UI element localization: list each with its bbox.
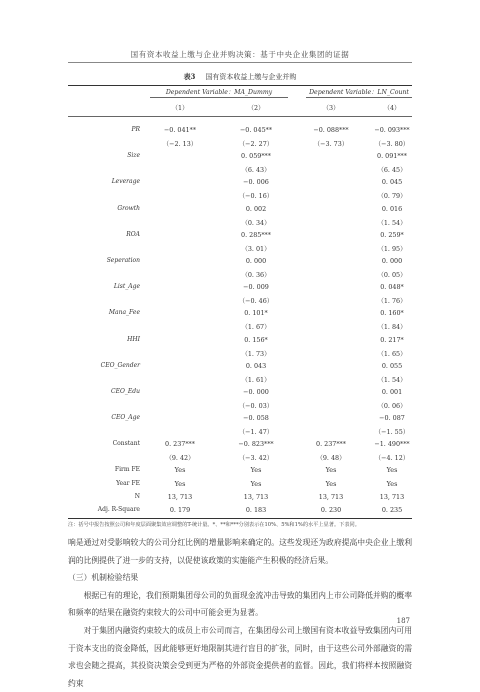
table-cell: （9. 48） <box>316 454 346 463</box>
row-label: List_Age <box>113 283 140 291</box>
table-row <box>68 281 412 294</box>
row-label: CEO_Gender <box>100 361 140 369</box>
section-heading: （三）机制检验结果 <box>68 573 139 583</box>
table-cell: （−4. 12） <box>374 454 410 463</box>
table-cell: −0. 093*** <box>374 126 410 134</box>
table-cell: −0. 045** <box>239 126 273 134</box>
row-label: HHI <box>127 335 140 343</box>
table-row <box>68 124 412 137</box>
table-cell: 0. 160* <box>380 309 404 318</box>
table-cell: 0. 043 <box>245 361 267 370</box>
table-cell: （−0. 46） <box>238 297 274 306</box>
table-row <box>68 438 412 451</box>
column-number: （2） <box>247 104 265 112</box>
table-cell: −1. 490*** <box>374 440 410 449</box>
table-cell: Yes <box>250 479 262 488</box>
table-cell: （1. 67） <box>241 323 271 332</box>
table-cell: （0. 06） <box>377 401 407 410</box>
table-row <box>68 307 412 320</box>
table-cell: 0. 016 <box>381 204 403 213</box>
table-cell: −0. 041** <box>163 126 197 134</box>
table-cell: （1. 95） <box>377 244 407 253</box>
table-cell: 0. 259* <box>380 230 404 239</box>
table-row <box>68 360 412 373</box>
table-cell: Yes <box>250 466 262 475</box>
table-cell: （1. 54） <box>377 375 407 384</box>
table-row <box>68 491 412 504</box>
header-rule <box>68 62 412 63</box>
row-label: Firm FE <box>114 466 140 474</box>
table-header-rule <box>68 116 412 117</box>
table-row <box>68 373 412 386</box>
table-row <box>68 386 412 399</box>
group-header-ln-count: Dependent Variable：LN_Count <box>309 89 409 96</box>
table-cell: （3. 01） <box>241 244 271 253</box>
table-row <box>68 203 412 216</box>
table-cell: （6. 45） <box>377 166 407 175</box>
table-cell: −0. 823*** <box>238 440 274 449</box>
table-row <box>68 399 412 412</box>
table-cell: −0. 009 <box>243 283 269 292</box>
paragraph: 对于集团内融资约束较大的成员上市公司而言，在集团母公司上缴国有资本收益导致集团内可用于资本支出的资金降低，因此能够更好地限制其进行盲目的扩张，同时，由于这些公司外部融资的需求也会随之提高，其投资决策会受到更为严格的外部资金提供者的监督。因此，我们将样本按照融资约束 <box>68 625 412 688</box>
table-row <box>68 163 412 176</box>
table-cell: 0. 048* <box>380 283 404 292</box>
row-label: PR <box>131 126 140 133</box>
table-row <box>68 425 412 438</box>
table-cell: （−3. 80） <box>374 140 410 149</box>
table-cell: −0. 087 <box>379 414 405 423</box>
table-row <box>68 504 412 517</box>
row-label: Year FE <box>116 479 140 487</box>
row-label: Seperation <box>106 256 140 264</box>
table-cell: （−2. 27） <box>238 140 274 149</box>
table-cell: 0. 091*** <box>377 152 407 161</box>
table-cell: 0. 235 <box>381 505 403 514</box>
table-top-rule <box>68 85 412 86</box>
table-row <box>68 320 412 333</box>
table-cell: （1. 54） <box>377 218 407 227</box>
table-cell: 0. 156* <box>244 335 268 344</box>
table-row <box>68 347 412 360</box>
table-cell: （1. 76） <box>377 297 407 306</box>
table-cell: Yes <box>174 466 186 475</box>
table-cell: 0. 001 <box>381 387 403 396</box>
table-row <box>68 451 412 464</box>
row-label: Adj. R-Square <box>97 505 140 513</box>
table-cell: （9. 42） <box>165 454 195 463</box>
table-cell: 0. 217* <box>380 335 404 344</box>
table-number: 表3 <box>183 72 196 81</box>
table-cell: （1. 65） <box>377 349 407 358</box>
table-cell: 0. 000 <box>245 256 267 265</box>
paragraph-continuation: 响是通过对受影响较大的公司分红比例的增量影响来确定的。这些发现还为政府提高中央企业上缴利润的比例提供了进一步的支持，以促使该政策的实施能产生积极的经济后果。 <box>68 538 412 565</box>
row-label: Mana_Fee <box>108 309 140 317</box>
table-cell: 13, 713 <box>243 492 269 501</box>
table-cell: （−1. 55） <box>374 428 410 437</box>
table-cell: 0. 237*** <box>316 440 346 449</box>
table-row <box>68 294 412 307</box>
group-underline-ma-dummy <box>150 97 288 98</box>
table-cell: （−1. 47） <box>238 428 274 437</box>
row-label: Leverage <box>111 178 140 186</box>
table-row <box>68 229 412 242</box>
table-cell: 0. 101* <box>244 309 268 318</box>
row-label: CEO_Edu <box>111 387 140 395</box>
table-cell: 0. 237*** <box>165 440 195 449</box>
table-row <box>68 334 412 347</box>
table-cell: Yes <box>325 479 337 488</box>
group-underline-ln-count <box>306 97 412 98</box>
table-cell: （1. 73） <box>241 349 271 358</box>
running-header: 国有资本收益上缴与企业并购决策：基于中央企业集团的证据 <box>130 50 350 59</box>
table-cell: 0. 002 <box>245 204 267 213</box>
table-row <box>68 242 412 255</box>
table-row <box>68 137 412 150</box>
table-note: 注：括号中报告按照公司和年度层面聚集效应调整的T-统计量。*、**和***分别表示在10%、5%和1%的水平上显著。下表同。 <box>68 522 360 528</box>
table-cell: Yes <box>386 466 398 475</box>
row-label: N <box>134 492 140 500</box>
table-cell: −0. 088*** <box>313 126 349 134</box>
column-number-row <box>68 101 412 114</box>
table-cell: Yes <box>325 466 337 475</box>
table-cell: −0. 000 <box>243 387 269 396</box>
table-row <box>68 268 412 281</box>
table-cell: （1. 61） <box>241 375 271 384</box>
table-row <box>68 216 412 229</box>
table-cell: 13, 713 <box>167 492 193 501</box>
table-cell: （0. 05） <box>377 271 407 280</box>
table-cell: （6. 43） <box>241 166 271 175</box>
table-row <box>68 412 412 425</box>
table-cell: 0. 230 <box>320 505 342 514</box>
table-cell: 0. 183 <box>245 505 267 514</box>
group-header-ma-dummy: Dependent Variable：MA_Dummy <box>165 89 273 96</box>
table-cell: 0. 045 <box>381 178 403 187</box>
table-cell: Yes <box>174 479 186 488</box>
regression-table <box>68 124 412 517</box>
body-text <box>68 534 412 692</box>
table-cell: 0. 285*** <box>241 230 271 239</box>
table-cell: Yes <box>386 479 398 488</box>
table-title: 国有资本收益上缴与企业并购 <box>205 73 297 81</box>
table-row <box>68 464 412 477</box>
table-cell: （1. 84） <box>377 323 407 332</box>
table-cell: （0. 79） <box>377 192 407 201</box>
table-cell: −0. 058 <box>243 414 269 423</box>
table-cell: 0. 179 <box>169 505 191 514</box>
table-row <box>68 255 412 268</box>
row-label: Size <box>127 152 140 160</box>
column-number: （3） <box>322 104 340 112</box>
table-cell: （0. 36） <box>241 271 271 280</box>
table-cell: （−2. 13） <box>162 140 198 149</box>
paragraph: 根据已有的理论，我们预期集团母公司的负面现金流冲击导致的集团内上市公司降低并购的概率和频率的结果在融资约束较大的公司中可能会更为显著。 <box>68 590 412 618</box>
page-number: 187 <box>396 617 410 625</box>
table-cell: 0. 059*** <box>241 152 271 161</box>
table-cell: −0. 006 <box>243 178 269 187</box>
table-bottom-rule <box>68 518 412 519</box>
table-cell: 13, 713 <box>379 492 405 501</box>
table-row <box>68 478 412 491</box>
table-cell: （0. 34） <box>241 218 271 227</box>
table-cell: （−3. 42） <box>238 454 274 463</box>
table-row <box>68 189 412 202</box>
column-number: （4） <box>383 104 401 112</box>
table-cell: （−3. 73） <box>313 140 349 149</box>
column-number: （1） <box>171 104 189 112</box>
table-row <box>68 176 412 189</box>
row-label: ROA <box>126 230 140 238</box>
row-label: Constant <box>112 440 140 448</box>
table-cell: （−0. 16） <box>238 192 274 201</box>
table-cell: 0. 000 <box>381 256 403 265</box>
row-label: Growth <box>117 204 140 212</box>
table-caption <box>0 72 480 82</box>
table-row <box>68 150 412 163</box>
table-cell: 0. 055 <box>381 361 403 370</box>
table-cell: 13, 713 <box>318 492 344 501</box>
table-cell: （−0. 03） <box>238 401 274 410</box>
row-label: CEO_Age <box>111 414 140 422</box>
